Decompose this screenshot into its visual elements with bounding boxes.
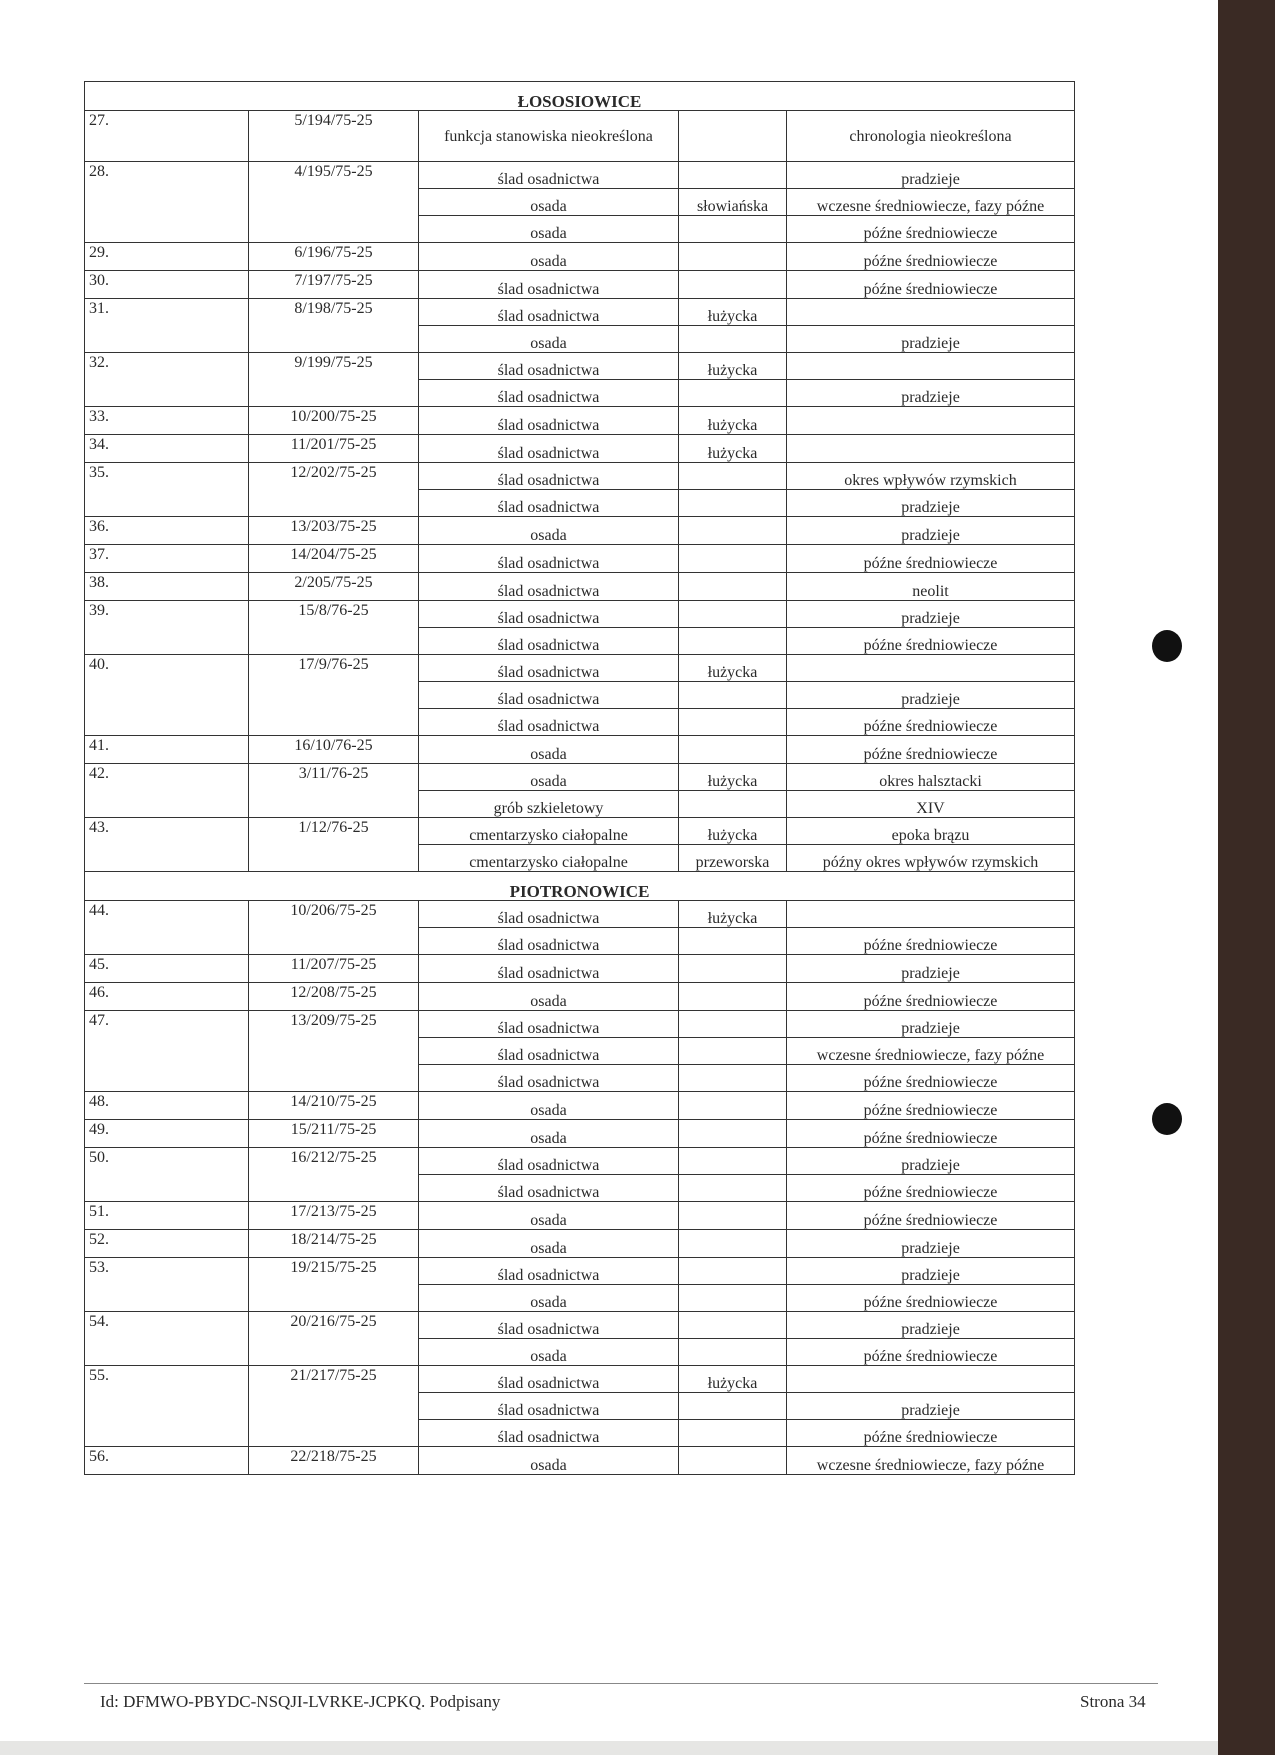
site-number: 52. xyxy=(85,1230,249,1258)
site-function: ślad osadnictwa xyxy=(419,1011,679,1038)
chronology: późne średniowiecze xyxy=(787,545,1075,573)
site-function: ślad osadnictwa xyxy=(419,628,679,655)
culture xyxy=(679,162,787,189)
chronology: pradzieje xyxy=(787,490,1075,517)
table-row xyxy=(85,111,1075,162)
culture xyxy=(679,573,787,601)
azp-code: 11/201/75-25 xyxy=(249,435,419,463)
culture: łużycka xyxy=(679,655,787,682)
table-row xyxy=(85,299,1075,326)
footer-rule xyxy=(84,1683,1158,1684)
chronology: chronologia nieokreślona xyxy=(787,111,1075,162)
site-number: 44. xyxy=(85,901,249,955)
culture xyxy=(679,326,787,353)
section-title: ŁOSOSIOWICE xyxy=(85,82,1075,111)
chronology: epoka brązu xyxy=(787,818,1075,845)
azp-code: 14/210/75-25 xyxy=(249,1092,419,1120)
table-row xyxy=(85,601,1075,628)
site-function: ślad osadnictwa xyxy=(419,601,679,628)
culture: łużycka xyxy=(679,435,787,463)
azp-code: 18/214/75-25 xyxy=(249,1230,419,1258)
site-function: ślad osadnictwa xyxy=(419,299,679,326)
culture xyxy=(679,1230,787,1258)
azp-code: 17/213/75-25 xyxy=(249,1202,419,1230)
site-number: 36. xyxy=(85,517,249,545)
chronology: pradzieje xyxy=(787,1312,1075,1339)
azp-code: 13/209/75-25 xyxy=(249,1011,419,1092)
site-number: 37. xyxy=(85,545,249,573)
azp-code: 2/205/75-25 xyxy=(249,573,419,601)
table-row xyxy=(85,1258,1075,1285)
section-header-row xyxy=(85,872,1075,901)
chronology: późny okres wpływów rzymskich xyxy=(787,845,1075,872)
site-function: ślad osadnictwa xyxy=(419,655,679,682)
culture: łużycka xyxy=(679,407,787,435)
site-function: ślad osadnictwa xyxy=(419,1420,679,1447)
table-row xyxy=(85,407,1075,435)
site-number: 27. xyxy=(85,111,249,162)
site-function: osada xyxy=(419,1230,679,1258)
culture xyxy=(679,1092,787,1120)
chronology: późne średniowiecze xyxy=(787,1175,1075,1202)
chronology xyxy=(787,1366,1075,1393)
chronology: pradzieje xyxy=(787,517,1075,545)
table-row xyxy=(85,545,1075,573)
site-number: 43. xyxy=(85,818,249,872)
site-number: 30. xyxy=(85,271,249,299)
table-row xyxy=(85,1092,1075,1120)
site-function: ślad osadnictwa xyxy=(419,1393,679,1420)
site-function: ślad osadnictwa xyxy=(419,435,679,463)
site-number: 56. xyxy=(85,1447,249,1475)
culture xyxy=(679,1339,787,1366)
site-function: ślad osadnictwa xyxy=(419,353,679,380)
culture xyxy=(679,1148,787,1175)
azp-code: 15/211/75-25 xyxy=(249,1120,419,1148)
chronology: neolit xyxy=(787,573,1075,601)
culture: łużycka xyxy=(679,764,787,791)
culture xyxy=(679,1202,787,1230)
azp-code: 8/198/75-25 xyxy=(249,299,419,353)
azp-code: 9/199/75-25 xyxy=(249,353,419,407)
table-row xyxy=(85,1148,1075,1175)
azp-code: 12/202/75-25 xyxy=(249,463,419,517)
scan-background-edge xyxy=(1218,0,1275,1755)
site-number: 53. xyxy=(85,1258,249,1312)
azp-code: 20/216/75-25 xyxy=(249,1312,419,1366)
chronology: późne średniowiecze xyxy=(787,1339,1075,1366)
site-number: 55. xyxy=(85,1366,249,1447)
site-number: 47. xyxy=(85,1011,249,1092)
chronology: pradzieje xyxy=(787,682,1075,709)
culture xyxy=(679,1120,787,1148)
azp-code: 21/217/75-25 xyxy=(249,1366,419,1447)
culture: słowiańska xyxy=(679,189,787,216)
table-row xyxy=(85,435,1075,463)
chronology: pradzieje xyxy=(787,1148,1075,1175)
site-number: 32. xyxy=(85,353,249,407)
azp-code: 16/10/76-25 xyxy=(249,736,419,764)
punch-hole xyxy=(1152,630,1182,662)
culture xyxy=(679,983,787,1011)
site-number: 42. xyxy=(85,764,249,818)
site-number: 33. xyxy=(85,407,249,435)
chronology: pradzieje xyxy=(787,1230,1075,1258)
azp-code: 15/8/76-25 xyxy=(249,601,419,655)
culture: łużycka xyxy=(679,818,787,845)
table-row xyxy=(85,736,1075,764)
table-row xyxy=(85,1202,1075,1230)
site-function: ślad osadnictwa xyxy=(419,380,679,407)
culture: przeworska xyxy=(679,845,787,872)
chronology: XIV xyxy=(787,791,1075,818)
culture xyxy=(679,111,787,162)
culture xyxy=(679,1447,787,1475)
table-row xyxy=(85,573,1075,601)
culture xyxy=(679,490,787,517)
site-number: 39. xyxy=(85,601,249,655)
site-function: ślad osadnictwa xyxy=(419,1366,679,1393)
site-function: osada xyxy=(419,1339,679,1366)
table-row xyxy=(85,463,1075,490)
azp-code: 17/9/76-25 xyxy=(249,655,419,736)
section-title: PIOTRONOWICE xyxy=(85,872,1075,901)
azp-code: 5/194/75-25 xyxy=(249,111,419,162)
azp-code: 1/12/76-25 xyxy=(249,818,419,872)
scan-bottom-band xyxy=(0,1741,1218,1755)
culture xyxy=(679,1312,787,1339)
chronology: późne średniowiecze xyxy=(787,1285,1075,1312)
chronology: późne średniowiecze xyxy=(787,1065,1075,1092)
site-function: osada xyxy=(419,1120,679,1148)
chronology: późne średniowiecze xyxy=(787,628,1075,655)
table-row xyxy=(85,1011,1075,1038)
site-function: ślad osadnictwa xyxy=(419,1148,679,1175)
punch-hole xyxy=(1152,1103,1182,1135)
site-function: ślad osadnictwa xyxy=(419,1038,679,1065)
site-number: 29. xyxy=(85,243,249,271)
site-function: osada xyxy=(419,764,679,791)
site-function: ślad osadnictwa xyxy=(419,545,679,573)
table-row xyxy=(85,162,1075,189)
table-row xyxy=(85,955,1075,983)
table-row xyxy=(85,655,1075,682)
site-function: osada xyxy=(419,189,679,216)
site-function: osada xyxy=(419,983,679,1011)
chronology xyxy=(787,407,1075,435)
table-row xyxy=(85,1366,1075,1393)
azp-code: 10/206/75-25 xyxy=(249,901,419,955)
azp-code: 14/204/75-25 xyxy=(249,545,419,573)
culture xyxy=(679,545,787,573)
culture xyxy=(679,243,787,271)
culture xyxy=(679,928,787,955)
culture xyxy=(679,1065,787,1092)
table-row xyxy=(85,1312,1075,1339)
site-function: ślad osadnictwa xyxy=(419,709,679,736)
site-function: ślad osadnictwa xyxy=(419,1312,679,1339)
site-function: ślad osadnictwa xyxy=(419,901,679,928)
site-number: 40. xyxy=(85,655,249,736)
chronology: pradzieje xyxy=(787,955,1075,983)
chronology: późne średniowiecze xyxy=(787,1120,1075,1148)
azp-code: 12/208/75-25 xyxy=(249,983,419,1011)
azp-code: 3/11/76-25 xyxy=(249,764,419,818)
site-function: ślad osadnictwa xyxy=(419,682,679,709)
site-number: 38. xyxy=(85,573,249,601)
chronology: okres halsztacki xyxy=(787,764,1075,791)
site-number: 54. xyxy=(85,1312,249,1366)
table-row xyxy=(85,1447,1075,1475)
chronology: pradzieje xyxy=(787,1011,1075,1038)
site-number: 34. xyxy=(85,435,249,463)
chronology: późne średniowiecze xyxy=(787,216,1075,243)
culture xyxy=(679,628,787,655)
table-row xyxy=(85,243,1075,271)
culture xyxy=(679,709,787,736)
chronology: późne średniowiecze xyxy=(787,1092,1075,1120)
chronology xyxy=(787,655,1075,682)
site-number: 51. xyxy=(85,1202,249,1230)
site-function: osada xyxy=(419,1202,679,1230)
azp-code: 16/212/75-25 xyxy=(249,1148,419,1202)
culture xyxy=(679,271,787,299)
site-function: osada xyxy=(419,243,679,271)
culture xyxy=(679,736,787,764)
culture: łużycka xyxy=(679,1366,787,1393)
azp-code: 7/197/75-25 xyxy=(249,271,419,299)
azp-code: 13/203/75-25 xyxy=(249,517,419,545)
chronology: wczesne średniowiecze, fazy późne xyxy=(787,1447,1075,1475)
azp-code: 6/196/75-25 xyxy=(249,243,419,271)
chronology: wczesne średniowiecze, fazy późne xyxy=(787,189,1075,216)
chronology: późne średniowiecze xyxy=(787,243,1075,271)
chronology: pradzieje xyxy=(787,1393,1075,1420)
azp-code: 10/200/75-25 xyxy=(249,407,419,435)
site-function: grób szkieletowy xyxy=(419,791,679,818)
chronology: pradzieje xyxy=(787,601,1075,628)
table-row xyxy=(85,271,1075,299)
culture xyxy=(679,517,787,545)
chronology: pradzieje xyxy=(787,380,1075,407)
site-function: osada xyxy=(419,326,679,353)
site-function: osada xyxy=(419,517,679,545)
site-function: cmentarzysko ciałopalne xyxy=(419,818,679,845)
site-function: cmentarzysko ciałopalne xyxy=(419,845,679,872)
chronology: wczesne średniowiecze, fazy późne xyxy=(787,1038,1075,1065)
chronology: późne średniowiecze xyxy=(787,709,1075,736)
site-number: 41. xyxy=(85,736,249,764)
site-function: osada xyxy=(419,216,679,243)
chronology xyxy=(787,353,1075,380)
culture xyxy=(679,601,787,628)
site-function: osada xyxy=(419,1447,679,1475)
chronology: okres wpływów rzymskich xyxy=(787,463,1075,490)
site-function: funkcja stanowiska nieokreślona xyxy=(419,111,679,162)
culture xyxy=(679,1038,787,1065)
document-id: Id: DFMWO-PBYDC-NSQJI-LVRKE-JCPKQ. Podpisany xyxy=(100,1692,501,1711)
table-row xyxy=(85,1120,1075,1148)
site-number: 31. xyxy=(85,299,249,353)
site-number: 28. xyxy=(85,162,249,243)
culture xyxy=(679,1393,787,1420)
chronology: późne średniowiecze xyxy=(787,736,1075,764)
culture xyxy=(679,216,787,243)
sites-register-body xyxy=(85,82,1075,1475)
chronology: pradzieje xyxy=(787,326,1075,353)
table-row xyxy=(85,983,1075,1011)
culture xyxy=(679,1011,787,1038)
section-header-row xyxy=(85,82,1075,111)
chronology: późne średniowiecze xyxy=(787,1202,1075,1230)
chronology xyxy=(787,435,1075,463)
site-function: osada xyxy=(419,1092,679,1120)
site-function: ślad osadnictwa xyxy=(419,1258,679,1285)
site-number: 35. xyxy=(85,463,249,517)
site-function: ślad osadnictwa xyxy=(419,573,679,601)
chronology: pradzieje xyxy=(787,162,1075,189)
azp-code: 4/195/75-25 xyxy=(249,162,419,243)
culture xyxy=(679,1420,787,1447)
culture xyxy=(679,1258,787,1285)
chronology xyxy=(787,299,1075,326)
azp-code: 19/215/75-25 xyxy=(249,1258,419,1312)
culture: łużycka xyxy=(679,901,787,928)
azp-code: 11/207/75-25 xyxy=(249,955,419,983)
site-function: ślad osadnictwa xyxy=(419,271,679,299)
site-number: 48. xyxy=(85,1092,249,1120)
chronology: późne średniowiecze xyxy=(787,983,1075,1011)
table-row xyxy=(85,901,1075,928)
table-row xyxy=(85,517,1075,545)
culture: łużycka xyxy=(679,353,787,380)
azp-code: 22/218/75-25 xyxy=(249,1447,419,1475)
culture xyxy=(679,955,787,983)
table-row xyxy=(85,764,1075,791)
site-function: ślad osadnictwa xyxy=(419,490,679,517)
site-function: osada xyxy=(419,1285,679,1312)
site-number: 49. xyxy=(85,1120,249,1148)
site-number: 46. xyxy=(85,983,249,1011)
sites-register-table xyxy=(84,81,1075,1475)
culture xyxy=(679,380,787,407)
culture xyxy=(679,791,787,818)
site-function: ślad osadnictwa xyxy=(419,1065,679,1092)
culture xyxy=(679,1285,787,1312)
site-function: ślad osadnictwa xyxy=(419,162,679,189)
culture: łużycka xyxy=(679,299,787,326)
site-function: ślad osadnictwa xyxy=(419,407,679,435)
site-number: 45. xyxy=(85,955,249,983)
chronology: późne średniowiecze xyxy=(787,271,1075,299)
chronology xyxy=(787,901,1075,928)
culture xyxy=(679,1175,787,1202)
site-function: ślad osadnictwa xyxy=(419,928,679,955)
site-number: 50. xyxy=(85,1148,249,1202)
chronology: późne średniowiecze xyxy=(787,928,1075,955)
culture xyxy=(679,682,787,709)
table-row xyxy=(85,818,1075,845)
site-function: ślad osadnictwa xyxy=(419,463,679,490)
page-number: Strona 34 xyxy=(1080,1692,1146,1711)
chronology: pradzieje xyxy=(787,1258,1075,1285)
site-function: ślad osadnictwa xyxy=(419,1175,679,1202)
culture xyxy=(679,463,787,490)
table-row xyxy=(85,353,1075,380)
table-row xyxy=(85,1230,1075,1258)
site-function: osada xyxy=(419,736,679,764)
chronology: późne średniowiecze xyxy=(787,1420,1075,1447)
site-function: ślad osadnictwa xyxy=(419,955,679,983)
